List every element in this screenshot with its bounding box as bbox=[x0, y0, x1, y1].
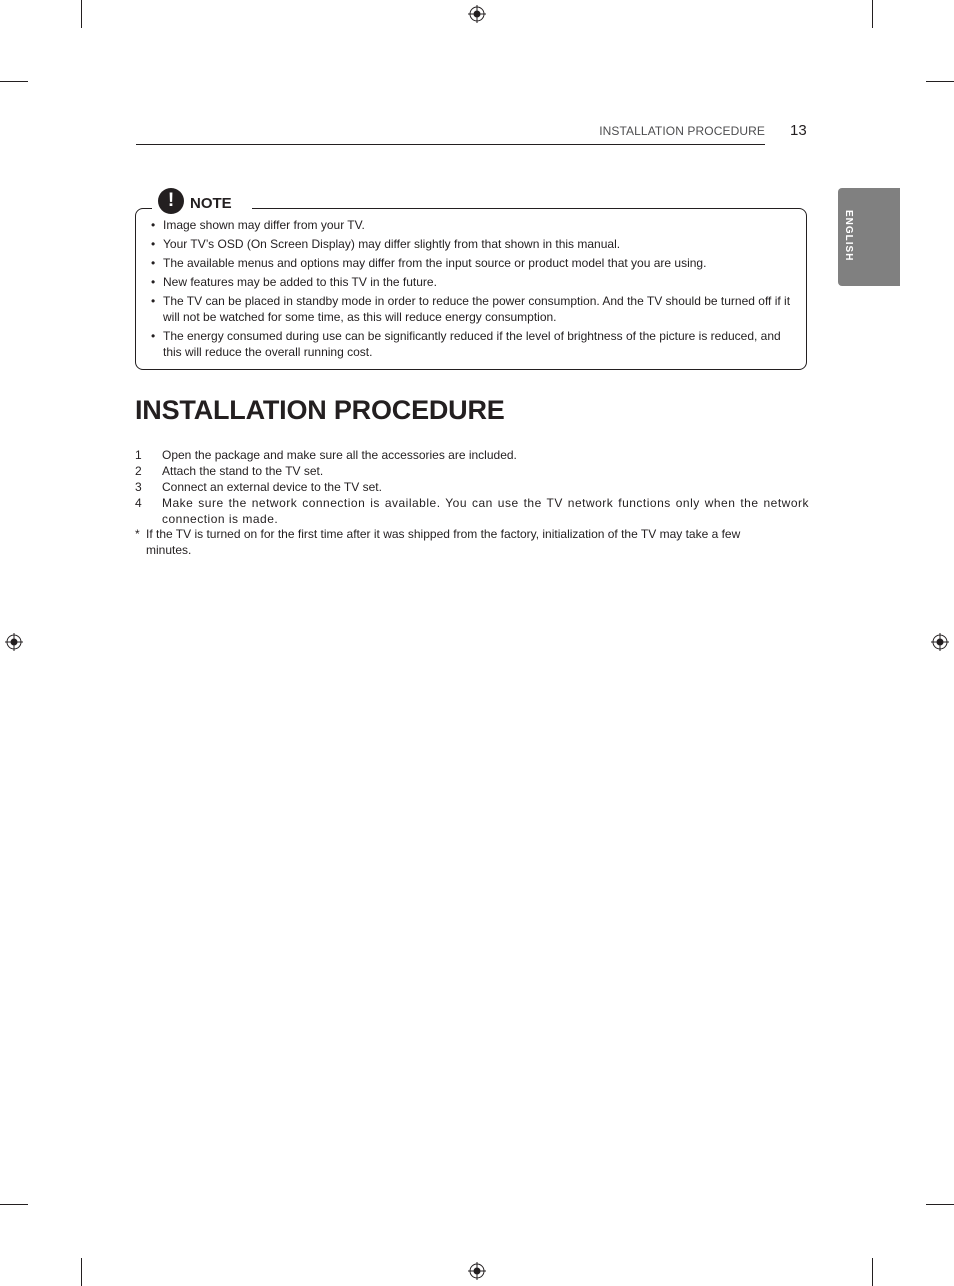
note-item: • The TV can be placed in standby mode in order to reduce the power consumption. And the TV should be turned off if it will not be watched for some time, as this will reduce energy consumption. bbox=[151, 293, 796, 325]
crop-mark bbox=[81, 0, 82, 28]
step-number: 3 bbox=[135, 480, 142, 494]
registration-mark-icon bbox=[468, 1262, 486, 1280]
exclamation-icon: ! bbox=[158, 188, 184, 214]
header-divider bbox=[136, 144, 765, 145]
note-item: • Image shown may differ from your TV. bbox=[151, 217, 796, 233]
section-heading: INSTALLATION PROCEDURE bbox=[135, 395, 505, 425]
running-header-title: INSTALLATION PROCEDURE bbox=[599, 124, 765, 138]
note-item: • The available menus and options may differ from the input source or product model that you are using. bbox=[151, 255, 796, 271]
crop-mark bbox=[872, 1258, 873, 1286]
note-item: • The energy consumed during use can be significantly reduced if the level of brightness of the picture is reduced, and this will reduce the overall running cost. bbox=[151, 328, 796, 360]
step-text: Make sure the network connection is available. You can use the TV network functions only when the network connection is made. bbox=[162, 496, 809, 526]
crop-mark bbox=[0, 1204, 28, 1205]
crop-mark bbox=[81, 1258, 82, 1286]
installation-steps bbox=[135, 447, 809, 527]
footnote bbox=[135, 526, 775, 558]
language-tab-label: ENGLISH bbox=[843, 210, 854, 262]
footnote-mark: * bbox=[135, 527, 140, 541]
step-item bbox=[135, 479, 809, 495]
step-number: 4 bbox=[135, 496, 143, 510]
step-text: Open the package and make sure all the accessories are included. bbox=[162, 448, 517, 462]
step-item bbox=[135, 463, 809, 479]
registration-mark-icon bbox=[931, 633, 949, 651]
step-number: 2 bbox=[135, 464, 142, 478]
note-title: NOTE bbox=[190, 195, 232, 212]
crop-mark bbox=[926, 81, 954, 82]
footnote-text: If the TV is turned on for the first time after it was shipped from the factory, initialization of the TV may take a few minutes. bbox=[146, 527, 741, 557]
page-number: 13 bbox=[790, 122, 807, 139]
crop-mark bbox=[872, 0, 873, 28]
note-item: • New features may be added to this TV in the future. bbox=[151, 274, 796, 290]
registration-mark-icon bbox=[468, 5, 486, 23]
note-list bbox=[151, 217, 796, 363]
registration-mark-icon bbox=[5, 633, 23, 651]
step-number: 1 bbox=[135, 448, 142, 462]
step-item bbox=[135, 447, 809, 463]
step-item bbox=[135, 495, 809, 527]
language-tab-label-wrap bbox=[838, 188, 858, 286]
step-text: Attach the stand to the TV set. bbox=[162, 464, 324, 478]
crop-mark bbox=[926, 1204, 954, 1205]
crop-mark bbox=[0, 81, 28, 82]
note-item: • Your TV’s OSD (On Screen Display) may differ slightly from that shown in this manual. bbox=[151, 236, 796, 252]
step-text: Connect an external device to the TV set. bbox=[162, 480, 382, 494]
